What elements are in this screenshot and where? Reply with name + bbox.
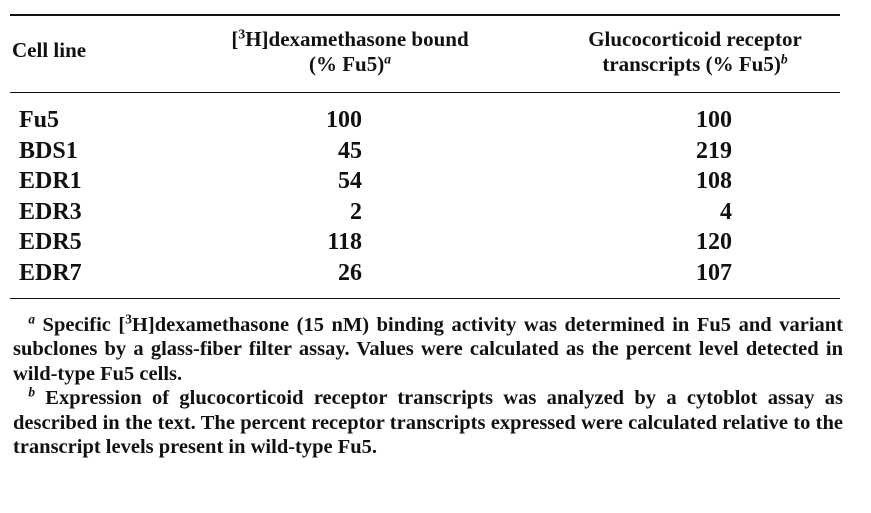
table-row	[0, 258, 871, 289]
header-dexamethasone-line1: [$^3$H]dexamethasone bound	[231, 26, 469, 51]
cell-bound: 118	[327, 229, 362, 256]
table-row	[0, 136, 871, 167]
table-row	[0, 166, 871, 197]
footnote-a: $^a$ Specific [$^3$H]dexamethasone (15 nM) binding activity was determined in Fu5 and variant subclones by a glass-fiber filter assay. Values were calculated as the percent level detected in wild-type Fu5 cells.	[13, 311, 843, 385]
header-dexamethasone-bound	[185, 27, 515, 77]
cell-bound: 100	[326, 107, 362, 133]
cell-bound: 54	[338, 168, 362, 195]
header-receptor-transcripts	[545, 27, 845, 77]
table-row	[0, 197, 871, 228]
cell-line: BDS1	[19, 137, 78, 164]
cell-line: EDR3	[19, 198, 82, 225]
cell-line: EDR1	[19, 168, 82, 195]
footnote-a-mark: a	[28, 311, 35, 327]
table-row	[0, 227, 871, 258]
cell-bound: 2	[350, 198, 362, 225]
top-rule	[10, 14, 840, 16]
footnote-mark-a: a	[384, 51, 392, 67]
cell-line: EDR5	[19, 229, 82, 256]
cell-line: Fu5	[19, 107, 60, 133]
cell-transcripts: 120	[696, 229, 732, 256]
footnote-b-mark: b	[28, 384, 35, 400]
cell-transcripts: 100	[696, 107, 732, 133]
cell-transcripts: 219	[696, 137, 732, 164]
header-rule	[10, 92, 840, 93]
superscript-3: 3	[238, 26, 246, 42]
header-dexamethasone-line2: (% Fu5)$^a$	[308, 51, 392, 76]
cell-transcripts: 107	[696, 259, 732, 286]
cell-bound: 45	[338, 137, 362, 164]
header-receptor-line2: transcripts (% Fu5)$^b$	[602, 51, 788, 76]
cell-line: EDR7	[19, 259, 82, 286]
footnote-b: $^b$ Expression of glucocorticoid receptor transcripts was analyzed by a cytoblot assay as described in the text. The percent receptor transcripts expressed were calculated relative to the transcript levels present in wild-type Fu5.	[13, 384, 843, 459]
table-row	[0, 105, 871, 136]
cell-transcripts: 4	[720, 198, 732, 225]
footnote-mark-b: b	[780, 51, 788, 67]
bottom-rule	[10, 298, 840, 299]
footnotes	[13, 313, 843, 459]
header-cell-line: Cell line	[12, 38, 87, 62]
header-receptor-line1: Glucocorticoid receptor	[588, 27, 802, 51]
footnote-a-superscript-3: 3	[125, 311, 132, 327]
table-body	[0, 105, 871, 289]
cell-transcripts: 108	[696, 168, 732, 195]
cell-bound: 26	[338, 259, 362, 286]
